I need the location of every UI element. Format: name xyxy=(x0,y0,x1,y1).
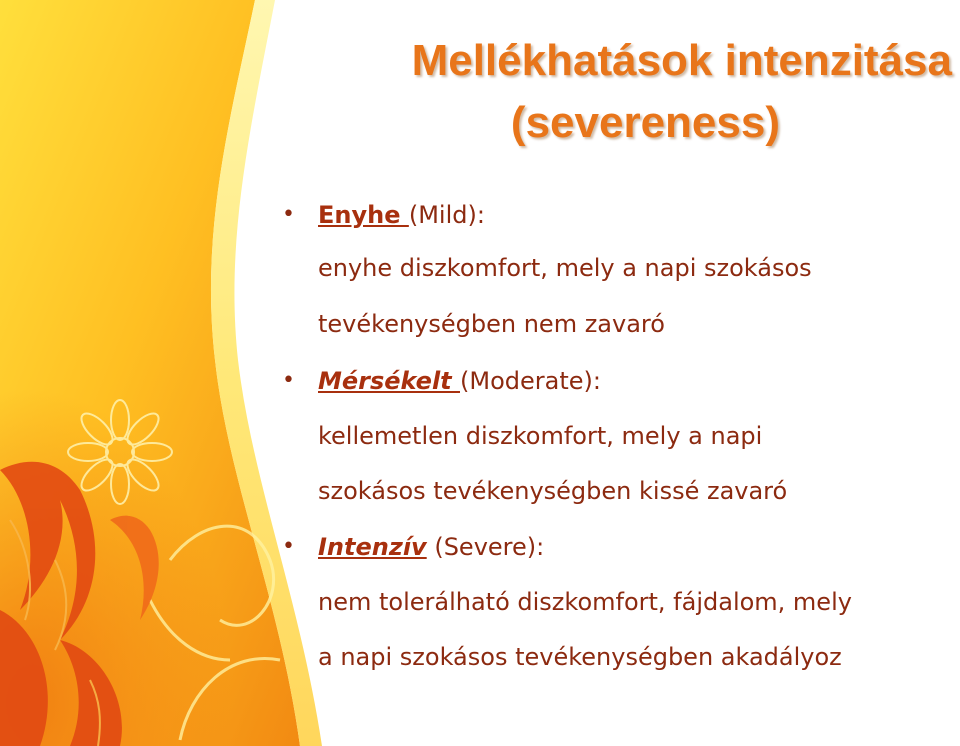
bullet-icon: • xyxy=(282,534,295,559)
list-item-term xyxy=(318,532,544,562)
list-item-description: nem tolerálható diszkomfort, fájdalom, mely xyxy=(318,588,852,616)
term-severe: Intenzív xyxy=(318,533,427,561)
term-label: (Moderate): xyxy=(460,367,601,395)
list-item-term xyxy=(318,366,601,396)
term-moderate: Mérsékelt xyxy=(318,367,460,395)
title-line-1: Mellékhatások intenzitása xyxy=(411,36,952,85)
list-item-description: enyhe diszkomfort, mely a napi szokásos xyxy=(318,254,812,282)
bullet-icon: • xyxy=(282,368,295,393)
list-item-description: tevékenységben nem zavaró xyxy=(318,310,665,338)
list-item-description: kellemetlen diszkomfort, mely a napi xyxy=(318,422,763,450)
list-item-term xyxy=(318,200,485,230)
title-line-2: (severeness) xyxy=(510,98,780,147)
term-label: (Severe): xyxy=(426,533,545,561)
term-label: (Mild): xyxy=(408,201,485,229)
bullet-icon: • xyxy=(282,202,295,227)
list-item-description: szokásos tevékenységben kissé zavaró xyxy=(318,477,788,505)
term-mild: Enyhe xyxy=(318,201,409,229)
list-item-description: a napi szokásos tevékenységben akadályoz xyxy=(318,643,842,671)
